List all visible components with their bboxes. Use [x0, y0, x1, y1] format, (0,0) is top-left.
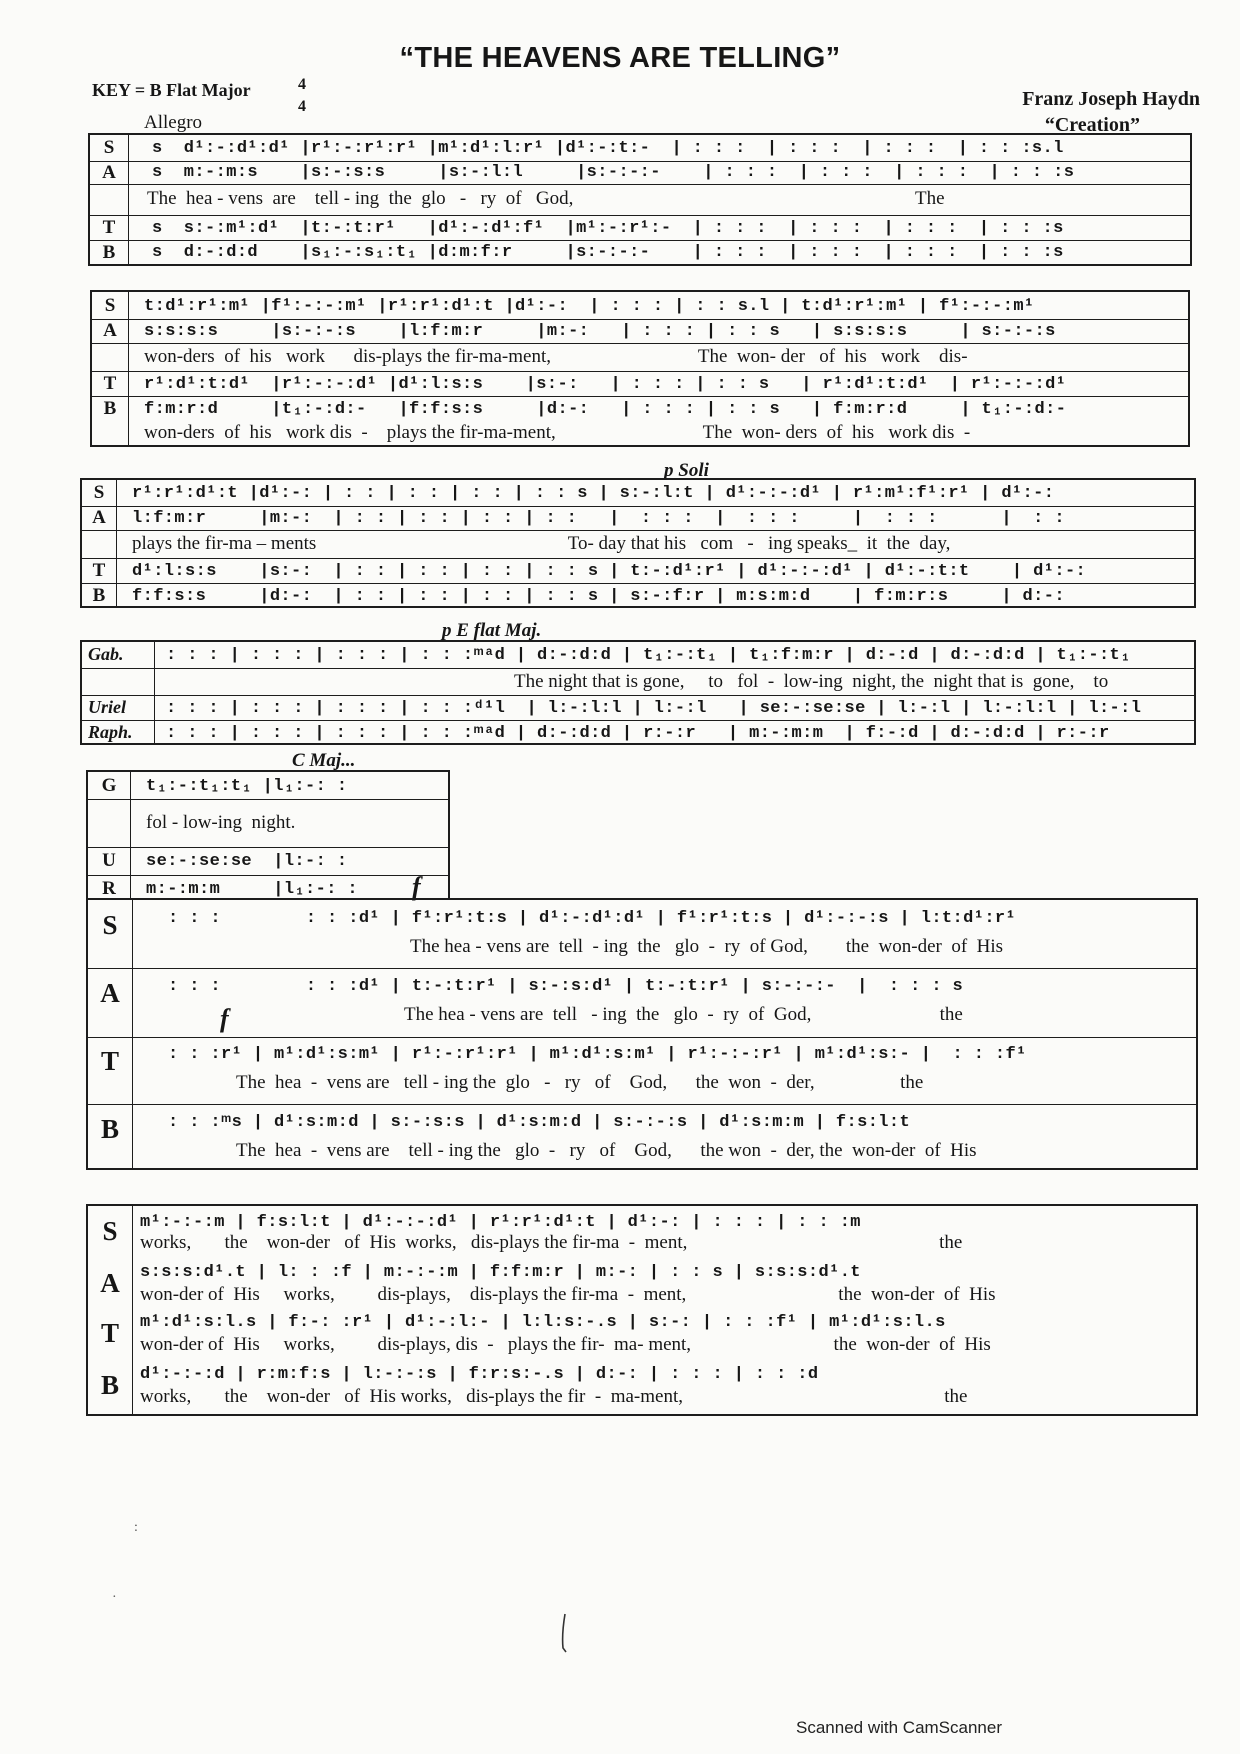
scan-speck: ·	[112, 1590, 117, 1605]
work-title: “Creation”	[1044, 114, 1140, 136]
part-label: S	[103, 137, 115, 158]
part-label: S	[102, 1216, 118, 1246]
notes-row: s:s:s:s |s:-:-:s |l:f:m:r |m:-: | : : : | : : s | s:s:s:s | s:-:-:s	[144, 322, 1056, 341]
scan-speck: :	[134, 1520, 138, 1535]
part-label: Gab.	[88, 644, 124, 664]
forte-marking: f	[220, 1004, 229, 1033]
lyric-line: won-ders of his work dis - plays the fir-ma-ment, The won- ders of his work dis -	[144, 422, 971, 443]
notes-row: : : : | : : : | : : : | : : :ᵈ¹l | l:-:l:l | l:-:l | se:-:se:se | l:-:l | l:-:l:l | l:-:l	[166, 699, 1142, 718]
system-7	[86, 1204, 1198, 1416]
system-6	[86, 898, 1198, 1170]
system-2	[90, 290, 1190, 447]
tempo-marking: Allegro	[144, 112, 203, 133]
part-label: R	[102, 878, 116, 899]
key-signature: KEY = B Flat Major	[92, 80, 251, 100]
notes-row: d¹:l:s:s |s:-: | : : | : : | : : | : : s | t:-:d¹:r¹ | d¹:-:-:d¹ | d¹:-:t:t | d¹:-:	[132, 562, 1087, 581]
notes-row: m¹:-:-:m | f:s:l:t | d¹:-:-:d¹ | r¹:r¹:d¹:t | d¹:-: | : : : | : : :m	[140, 1213, 861, 1232]
notes-row: l:f:m:r |m:-: | : : | : : | : : | : : | : : : | : : : | : : : | : :	[132, 509, 1065, 528]
part-label: G	[101, 775, 117, 796]
notes-row: : : : | : : : | : : : | : : :ᵐᵃd | d:-:d:d | t₁:-:t₁ | t₁:f:m:r | d:-:d | d:-:d:d | t₁:-:t₁	[166, 646, 1131, 665]
part-label: U	[102, 850, 116, 871]
lyric-line: The night that is gone, to fol - low-ing night, the night that is gone, to	[514, 671, 1109, 692]
part-label: B	[100, 1370, 119, 1400]
notes-row: d¹:-:-:d | r:m:f:s | l:-:-:s | f:r:s:-.s | d:-: | : : : | : : :d	[140, 1365, 819, 1384]
part-label: Raph.	[88, 722, 133, 742]
system-4	[80, 640, 1196, 745]
part-label: A	[92, 507, 106, 528]
notes-row: s:s:s:d¹.t | l: : :f | m:-:-:m | f:f:m:r | m:-: | : : s | s:s:s:d¹.t	[140, 1263, 861, 1282]
lyric-line: won-ders of his work dis-plays the fir-ma-ment, The won- der of his work dis-	[144, 346, 968, 367]
notes-row: : : :r¹ | m¹:d¹:s:m¹ | r¹:-:r¹:r¹ | m¹:d¹:s:m¹ | r¹:-:-:r¹ | m¹:d¹:s:- | : : :f¹	[168, 1045, 1027, 1064]
notes-row: s m:-:m:s |s:-:s:s |s:-:l:l |s:-:-:- | : : : | : : : | : : : | : : :s	[152, 163, 1075, 182]
lyric-line: fol - low-ing night.	[146, 812, 296, 833]
dynamic-marking: p Soli	[664, 460, 709, 481]
notes-row: : : :ᵐs | d¹:s:m:d | s:-:s:s | d¹:s:m:d | s:-:-:s | d¹:s:m:m | f:s:l:t	[168, 1113, 911, 1132]
lyric-line: The hea - vens are tell - ing the glo - ry of God, the won - der, the	[236, 1072, 924, 1093]
notes-row: s d:-:d:d |s₁:-:s₁:t₁ |d:m:f:r |s:-:-:- | : : : | : : : | : : : | : : :s	[152, 243, 1064, 262]
notes-row: t₁:-:t₁:t₁ |l₁:-: :	[146, 777, 348, 796]
notes-row: s s:-:m¹:d¹ |t:-:t:r¹ |d¹:-:d¹:f¹ |m¹:-:r¹:- | : : : | : : : | : : : | : : :s	[152, 219, 1064, 238]
lyric-line: works, the won-der of His works, dis-plays the fir - ma-ment, the	[140, 1386, 968, 1407]
time-sig-bottom: 4	[298, 98, 306, 115]
pencil-mark-icon	[557, 1612, 571, 1656]
part-label: B	[102, 242, 116, 263]
part-label: A	[103, 320, 117, 341]
part-label: T	[100, 1318, 119, 1348]
lyric-line: won-der of His works, dis-plays, dis-plays the fir-ma - ment, the won-der of His	[140, 1284, 996, 1305]
forte-marking: f	[412, 872, 421, 901]
system-1	[88, 133, 1192, 266]
part-label: Uriel	[88, 697, 126, 717]
scanner-watermark: Scanned with CamScanner	[796, 1718, 1003, 1737]
composer: Franz Joseph Haydn	[1022, 88, 1200, 110]
part-label: A	[100, 1268, 120, 1298]
part-label: T	[92, 560, 106, 581]
notes-row: f:f:s:s |d:-: | : : | : : | : : | : : s | s:-:f:r | m:s:m:d | f:m:r:s | d:-:	[132, 587, 1065, 606]
lyric-line: The hea - vens are tell - ing the glo - ry of God, The	[147, 188, 945, 209]
lyric-line: The hea - vens are tell - ing the glo - ry of God, the won-der of His	[410, 936, 1004, 957]
lyric-line: works, the won-der of His works, dis-plays the fir-ma - ment, the	[140, 1232, 963, 1253]
system-5	[86, 770, 450, 900]
notes-row: m:-:m:m |l₁:-: :	[146, 880, 359, 899]
notes-row: : : : : : :d¹ | t:-:t:r¹ | s:-:s:d¹ | t:-:t:r¹ | s:-:-:- | : : : s	[168, 977, 964, 996]
part-label: S	[102, 910, 118, 940]
notes-row: t:d¹:r¹:m¹ |f¹:-:-:m¹ |r¹:r¹:d¹:t |d¹:-: | : : : | : : s.l | t:d¹:r¹:m¹ | f¹:-:-:m¹	[144, 297, 1035, 316]
lyric-line: won-der of His works, dis-plays, dis - plays the fir- ma- ment, the won-der of His	[140, 1334, 991, 1355]
lyric-line: plays the fir-ma – ments To- day that his com - ing speaks_ it the day,	[132, 533, 951, 554]
notes-row: m¹:d¹:s:l.s | f:-: :r¹ | d¹:-:l:- | l:l:s:-.s | s:-: | : : :f¹ | m¹:d¹:s:l.s	[140, 1313, 946, 1332]
part-label: A	[100, 978, 120, 1008]
part-label: S	[104, 295, 116, 316]
part-label: S	[93, 482, 105, 503]
notes-row: : : : | : : : | : : : | : : :ᵐᵃd | d:-:d:d | r:-:r | m:-:m:m | f:-:d | d:-:d:d | r:-:r	[166, 724, 1110, 743]
time-signature	[298, 74, 306, 118]
notes-row: r¹:r¹:d¹:t |d¹:-: | : : | : : | : : | : : s | s:-:l:t | d¹:-:-:d¹ | r¹:m¹:f¹:r¹ | d¹:-:	[132, 484, 1055, 503]
key-change-marking: C Maj...	[292, 750, 356, 771]
notes-row: : : : : : :d¹ | f¹:r¹:t:s | d¹:-:d¹:d¹ | f¹:r¹:t:s | d¹:-:-:s | l:t:d¹:r¹	[168, 909, 1017, 928]
notes-row: f:m:r:d |t₁:-:d:- |f:f:s:s |d:-: | : : : | : : s | f:m:r:d | t₁:-:d:-	[144, 400, 1067, 419]
part-label: B	[92, 585, 106, 606]
notes-row: se:-:se:se |l:-: :	[146, 852, 348, 871]
lyric-line: The hea - vens are tell - ing the glo - ry of God, the won - der, the won-der of His	[236, 1140, 977, 1161]
notes-row: r¹:d¹:t:d¹ |r¹:-:-:d¹ |d¹:l:s:s |s:-: | : : : | : : s | r¹:d¹:t:d¹ | r¹:-:-:d¹	[144, 375, 1067, 394]
part-label: B	[100, 1114, 119, 1144]
part-label: T	[103, 373, 117, 394]
notes-row: s d¹:-:d¹:d¹ |r¹:-:r¹:r¹ |m¹:d¹:l:r¹ |d¹:-:t:- | : : : | : : : | : : : | : : :s.l	[152, 139, 1064, 158]
lyric-line: The hea - vens are tell - ing the glo - ry of God, the	[404, 1004, 963, 1025]
part-label: T	[100, 1046, 119, 1076]
system-3	[80, 478, 1196, 608]
part-label: B	[103, 398, 117, 419]
part-label: T	[102, 217, 116, 238]
page-title: “THE HEAVENS ARE TELLING”	[399, 42, 841, 74]
part-label: A	[102, 162, 116, 183]
time-sig-top: 4	[298, 76, 306, 93]
key-change-marking: p E flat Maj.	[442, 620, 542, 641]
